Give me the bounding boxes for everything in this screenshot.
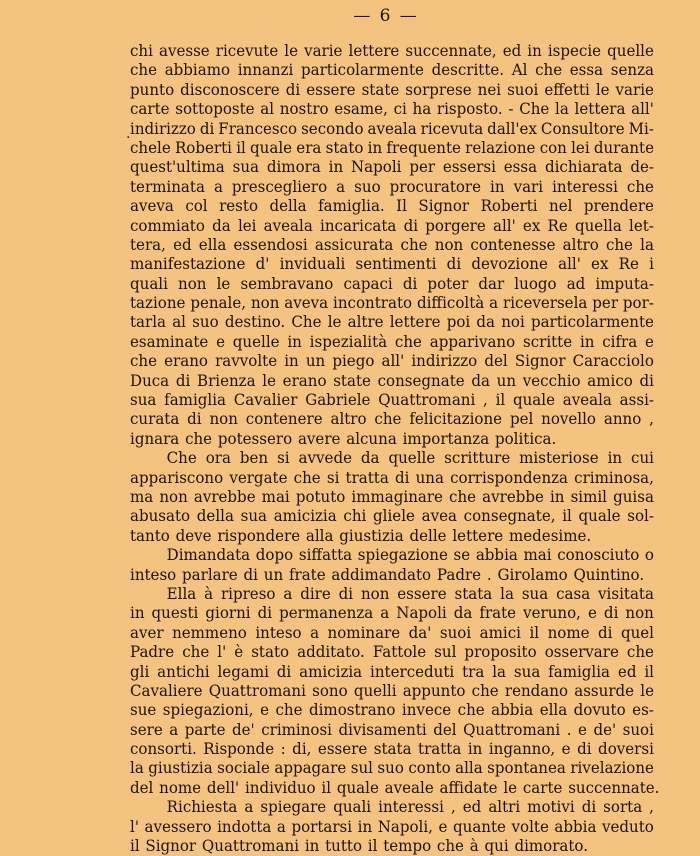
print-speck: .: [126, 126, 131, 142]
text-line: aveva col resto della famiglia. Il Signor Roberti nel prendere: [130, 197, 654, 216]
body-text: [130, 42, 660, 856]
text-line: Richiesta a spiegare quali interessi , ed altri motivi di sorta ,: [166, 798, 654, 817]
text-line: curata di non contenere altro che felicitazione pel novello anno ,: [130, 410, 654, 429]
text-line: chi avesse ricevute le varie lettere succennate, ed in ispecie quelle: [130, 42, 654, 60]
page-number: — 6 —: [353, 6, 419, 26]
text-line: l' avessero indotta a portarsi in Napoli, e quante volte abbia veduto: [130, 817, 654, 836]
text-line: Duca di Brienza le erano state consegnate da un vecchio amico di: [130, 371, 654, 390]
text-line: esaminate e quelle in ispezialità che apparivano scritte in cifra e: [130, 332, 654, 351]
text-line: aver nemmeno inteso a nominare da' suoi amici il nome di quel: [130, 623, 654, 642]
text-line: gli antichi legami di amicizia interceduti tra la sua famiglia ed il: [130, 662, 654, 681]
text-line: del nome dell' individuo il quale aveale affidate le carte succennate.: [130, 778, 660, 797]
text-line: carte sottoposte al nostro esame, ci ha risposto. - Che la lettera all': [130, 100, 654, 119]
text-line: quest'ultima sua dimora in Napoli per essersi essa dichiarata de-: [130, 158, 654, 177]
text-line: in questi giorni di permanenza a Napoli da frate veruno, e di non: [130, 604, 654, 623]
text-line: che erano ravvolte in un piego all' indirizzo del Signor Caracciolo: [130, 352, 654, 371]
text-line: tera, ed ella essendosi assicurata che non contenesse altro che la: [130, 235, 654, 254]
text-line: Dimandata dopo siffatta spiegazione se abbia mai conosciuto o: [166, 546, 654, 565]
text-line: ignara che potessero avere alcuna importanza politica.: [130, 429, 557, 448]
text-line: manifestazione d' inviduali sentimenti di devozione all' ex Re i: [130, 255, 654, 274]
text-line: sue spiegazioni, e che dimostrano invece che abbia ella dovuto es-: [130, 701, 654, 720]
text-line: che abbiamo innanzi particolarmente descritte. Al che essa senza: [130, 61, 654, 80]
text-line: terminata a prescegliero a suo procuratore in vari interessi che: [130, 177, 654, 196]
text-line: consorti. Risponde : di, essere stata tratta in inganno, e di doversi: [130, 740, 654, 759]
text-line: quali non le sembravano capaci di poter dar luogo ad imputa-: [130, 274, 654, 293]
text-line: punto disconoscere di essere state sorprese nei suoi effetti le varie: [130, 80, 654, 99]
text-line: inteso parlare di un frate addimandato Padre . Girolamo Quintino.: [130, 565, 645, 584]
text-line: commiato da lei aveala incaricata di porgere all' ex Re quella let-: [130, 216, 654, 235]
text-line: appariscono vergate che si tratta di una corrispondenza criminosa,: [130, 468, 654, 487]
text-line: abusato della sua amicizia chi gliele avea consegnate, il quale sol-: [130, 507, 654, 526]
text-line: tazione penale, non aveva incontrato difficoltà a riceversela per por-: [130, 294, 654, 313]
text-line: Padre che l' è stato additato. Fattole sul proposito osservare che: [130, 643, 654, 662]
text-line: Cavaliere Quattromani sono quelli appunto che rendano assurde le: [130, 681, 654, 700]
text-line: Che ora ben si avvede da quelle scritture misteriose in cui: [166, 449, 654, 468]
text-line: Ella à ripreso a dire di non essere stata la sua casa visitata: [166, 584, 654, 603]
text-line: sua famiglia Cavalier Gabriele Quattromani , il quale aveala assi-: [130, 391, 654, 410]
text-line: ma non avrebbe mai potuto immaginare che avrebbe in simil guisa: [130, 487, 654, 506]
text-line: indirizzo di Francesco secondo aveala ricevuta dall'ex Consultore Mi-: [130, 119, 654, 138]
text-line: sere a parte de' criminosi divisamenti del Quattromani . e de' suoi: [130, 720, 654, 739]
text-line: tarla al suo destino. Che le altre lettere poi da noi particolarmente: [130, 313, 654, 332]
text-line: tanto deve rispondere alla giustizia delle lettere medesime.: [130, 526, 592, 545]
text-line: chele Roberti il quale era stato in frequente relazione con lei durante: [130, 138, 654, 157]
text-line: il Signor Quattromani in tutto il tempo che à qui dimorato.: [130, 837, 589, 856]
text-line: la giustizia sociale appagare sul suo conto alla spontanea rivelazione: [130, 759, 654, 778]
